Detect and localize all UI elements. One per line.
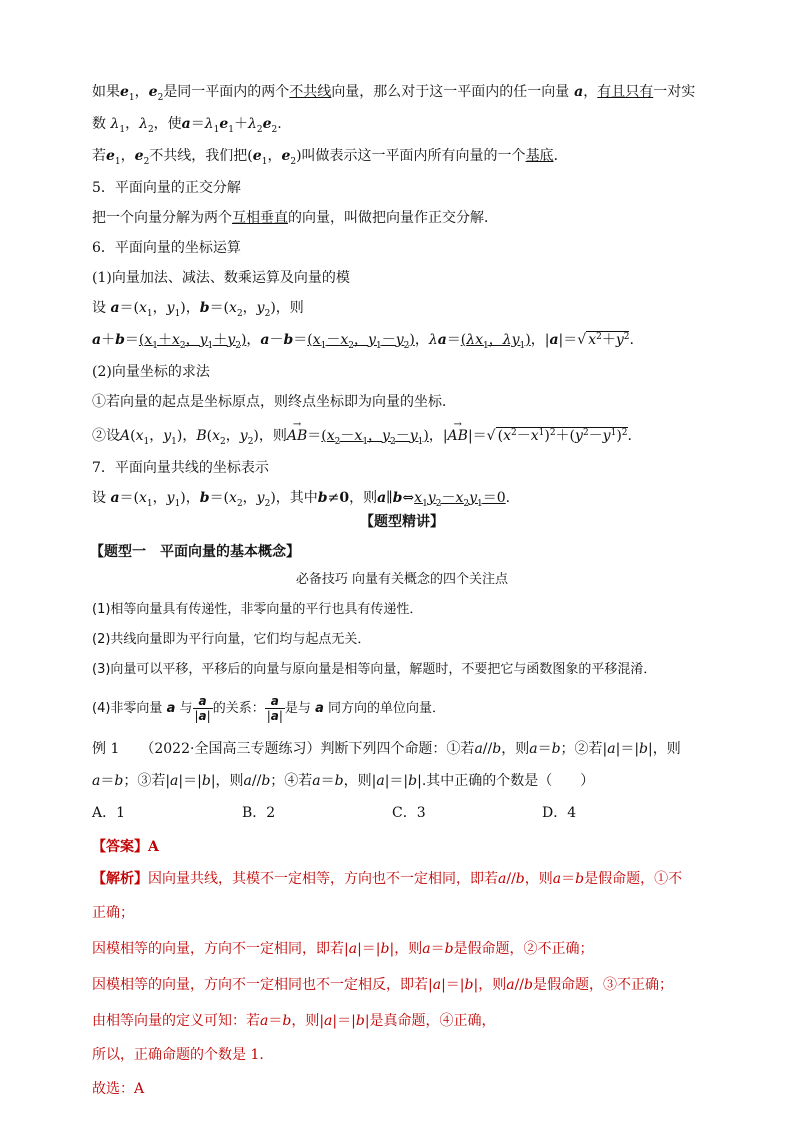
text: 同方向的单位向量．	[328, 701, 446, 716]
basis-theorem-line1: 如果$e_1$，$e_2$是同一平面内的两个不共线向量，那么对于这一平面内的任一向量 a，有且只有一对实	[92, 84, 696, 103]
text: 是假命题，①不	[584, 871, 683, 887]
text: ，则	[215, 773, 244, 789]
underlined-term: 有且只有	[597, 84, 654, 100]
text: 向量，那么对于这一平面内的任一向量	[331, 84, 570, 100]
text: 由相等向量的定义可知：若	[92, 1013, 260, 1029]
text: ，	[583, 84, 598, 100]
text: ．	[553, 148, 568, 164]
coord-origin-rule: ①若向量的起点是坐标原点，则终点坐标即为向量的坐标．	[92, 394, 456, 410]
text: ，则	[349, 490, 378, 506]
option-a: A．1	[92, 805, 126, 821]
text: ，则	[275, 300, 304, 316]
text: （2022·全国高三专题练习）判断下列四个命题：①若	[147, 741, 475, 757]
text: 一对实	[653, 84, 696, 100]
heading-6-1: (1)向量加法、减法、数乘运算及向量的模	[92, 270, 350, 286]
analysis-line4: 因模相等的向量，方向不一定相同也不一定相反，即若|a|＝|b|，则a//b是假命题，③不正确；	[92, 977, 673, 993]
heading-5: 5．平面向量的正交分解	[92, 180, 241, 196]
text: ；④若	[270, 773, 313, 789]
text: 设	[92, 490, 106, 506]
example-options	[92, 803, 712, 823]
text: 因向量共线，其模不一定相等，方向也不一定相同，即若	[148, 871, 498, 887]
text: 是同一平面内的两个	[163, 84, 290, 100]
text: ，则	[478, 977, 507, 993]
text: 数	[92, 116, 106, 132]
answer-value: A	[148, 839, 159, 855]
document-page	[92, 82, 712, 1099]
analysis-line6: 所以，正确命题的个数是 1.	[92, 1047, 264, 1063]
section-title: 【题型一 平面向量的基本概念】	[90, 544, 300, 560]
text: 的向量，叫做把向量作正交分解．	[288, 210, 498, 226]
heading-6-2: (2)向量坐标的求法	[92, 364, 210, 380]
tip-title: 必备技巧 向量有关概念的四个关注点	[295, 572, 509, 587]
text: )叫做表示这一平面内所有向量的一个	[296, 148, 526, 164]
analysis-line2: 正确；	[92, 905, 134, 921]
example-question-line1: 例 1 （2022·全国高三专题练习）判断下列四个命题：①若a//b，则a＝b；②若|a|＝|b|，则	[92, 741, 681, 757]
text: ；③若	[123, 773, 166, 789]
example-question-line2: a＝b；③若|a|＝|b|，则a//b；④若a＝b，则|a|＝|b|.其中正确的个数是（ ）	[92, 773, 595, 789]
answer-line	[92, 837, 712, 857]
text: ，则	[652, 741, 681, 757]
text: ；②若	[560, 741, 603, 757]
text: .其中正确的个数是（ ）	[421, 773, 595, 789]
tip-item: (3)向量可以平移，平移后的向量与原向量是相等向量，解题时，不要把它与函数图象的平移混淆．	[92, 662, 657, 677]
text: 是假命题，②不正确；	[453, 941, 594, 957]
tip-item-4: (4)非零向量 a 与 $\frac{a}{|a|}$ 的关系： $\frac{a}{|a|}$ 是与 a 同方向的单位向量．	[92, 694, 446, 723]
collinear-coord-rule: 设 $a=(x_1$，$y_1$)，$b=(x_2$，$y_2$)，其中b≠0，则$a\parallel b\Leftrightarrow x_1y_2-x_2y_1=0$.	[92, 490, 511, 509]
text: ②设	[92, 428, 120, 444]
analysis-line7: 故选：A	[92, 1081, 145, 1097]
analysis-line3: 因模相等的向量，方向不一定相同，即若|a|＝|b|，则a＝b是假命题，②不正确；	[92, 941, 594, 957]
basis-theorem-line2: 数 $\lambda_1$，$\lambda_2$，使$a=\lambda_1e_1+\lambda_2e_2$.	[92, 116, 282, 135]
vector-operations-formula: $a+b=(x_1+x_2$，$y_1+y_2$)，$a-b=(x_1-x_2$，$y_1-y_2$)，$\lambda a=(\lambda x_1$，$\lambda y_1$)，|a|＝√ $x^2+y^2$.	[92, 332, 634, 351]
text: 因模相等的向量，方向不一定相同，即若	[92, 941, 344, 957]
example-label: 例 1	[92, 741, 120, 757]
text: ，则	[394, 941, 423, 957]
heading-6: 6．平面向量的坐标运算	[92, 240, 241, 256]
text: ，则	[343, 773, 372, 789]
text: 如果	[92, 84, 120, 100]
analysis-label: 【解析】	[92, 871, 148, 887]
text: 是与	[284, 701, 311, 716]
analysis-line5: 由相等向量的定义可知：若a＝b，则|a|＝|b|是真命题，④正确，	[92, 1013, 496, 1029]
basis-definition: 若$e_1$，$e_2$不共线，我们把($e_1$，$e_2$)叫做表示这一平面内所有向量的一个基底．	[92, 148, 568, 167]
vector-setup: 设 $a=(x_1$，$y_1$)，$b=(x_2$，$y_2$)，则	[92, 300, 304, 319]
text: 是假命题，③不正确；	[532, 977, 673, 993]
tip-item: (2)共线向量即为平行向量，它们均与起点无关．	[92, 632, 371, 647]
text: 与	[179, 701, 193, 716]
text: ，使	[153, 116, 182, 132]
option-c: C．3	[392, 805, 426, 821]
section-banner: 【题型精讲】	[360, 514, 444, 530]
text: ，其中	[275, 490, 318, 506]
text: ，则	[501, 741, 530, 757]
underlined-term: 基底	[525, 148, 554, 164]
text: 把一个向量分解为两个	[92, 210, 232, 226]
underlined-term: 不共线	[289, 84, 332, 100]
text: 是真命题，④正确，	[369, 1013, 496, 1029]
text: 若	[92, 148, 106, 164]
heading-7: 7．平面向量共线的坐标表示	[92, 460, 269, 476]
coord-two-points-rule: ②设$A(x_1$，$y_1$)，$B(x_2$，$y_2$)，则→ $AB=(x_2-x_1$，$y_2-y_1$)，|→ AB|＝√ $(x^2-x^1)^2+(y^2-y^1)^2$.	[92, 426, 712, 448]
text: ，则	[524, 871, 553, 887]
answer-label: 【答案】	[92, 839, 148, 855]
text: 设	[92, 300, 106, 316]
orthogonal-decomposition	[92, 208, 712, 228]
text: ，则	[258, 428, 287, 444]
text: (4)非零向量	[92, 701, 163, 716]
option-b: B．2	[242, 805, 276, 821]
text: 的关系：	[212, 701, 265, 716]
tip-item: (1)相等向量具有传递性，非零向量的平行也具有传递性．	[92, 602, 423, 617]
text: 因模相等的向量，方向不一定相同也不一定相反，即若	[92, 977, 428, 993]
text: 不共线，我们把(	[149, 148, 253, 164]
text: ，则	[291, 1013, 320, 1029]
underlined-term: 互相垂直	[232, 210, 288, 226]
analysis-line1: 【解析】因向量共线，其模不一定相等，方向也不一定相同，即若a//b，则a＝b是假命题，①不	[92, 871, 683, 887]
option-d: D．4	[542, 805, 577, 821]
